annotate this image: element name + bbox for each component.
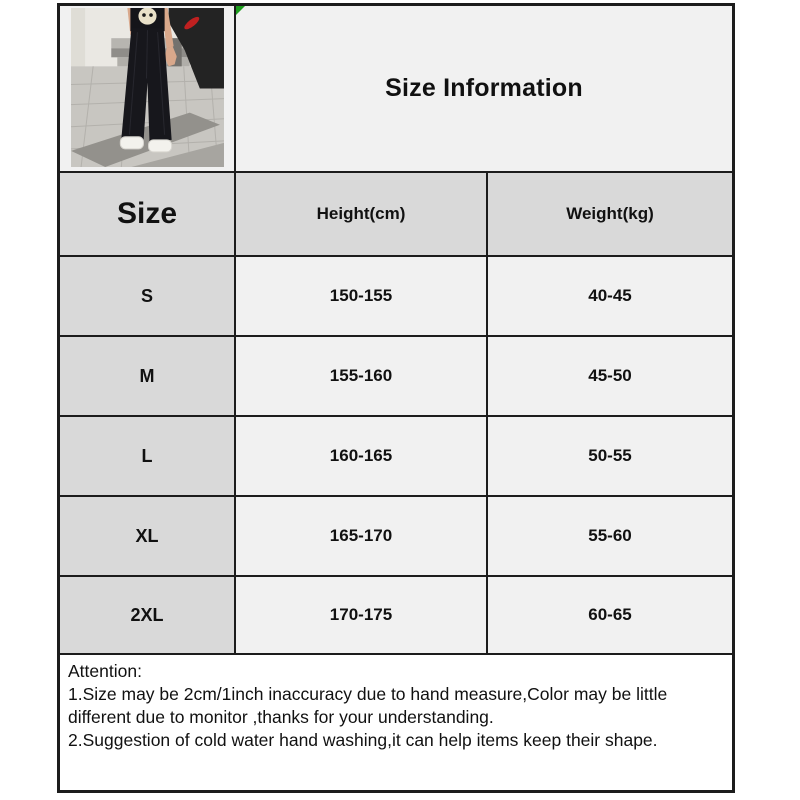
photo-right-shoe	[148, 140, 171, 152]
product-photo-cell	[59, 5, 235, 172]
height-value: 170-175	[329, 605, 393, 624]
table-row-height	[235, 576, 487, 654]
table-row-weight	[487, 256, 733, 336]
header-weight-label: Weight(kg)	[566, 204, 654, 223]
size-value: 2XL	[130, 604, 164, 625]
table-row-weight	[487, 496, 733, 576]
photo-left-shoe	[120, 137, 143, 149]
attention-heading: Attention:	[68, 661, 142, 681]
table-row-weight	[487, 336, 733, 416]
attention-item: 2.Suggestion of cold water hand washing,it can help items keep their shape.	[68, 730, 658, 750]
table-row-size	[59, 576, 235, 654]
table-row-size	[59, 256, 235, 336]
page-title: Size Information	[385, 74, 583, 102]
header-height-label: Height(cm)	[316, 204, 406, 223]
table-row-size	[59, 496, 235, 576]
header-size-label: Size	[116, 197, 178, 230]
table-row-weight	[487, 416, 733, 496]
title-cell	[235, 5, 733, 172]
size-value: S	[140, 285, 153, 306]
attention-item: 1.Size may be 2cm/1inch inaccuracy due to hand measure,Color may be little different due to monitor ,thanks for your understanding.	[68, 684, 668, 727]
weight-value: 55-60	[588, 526, 632, 545]
size-value: L	[141, 445, 153, 466]
table-row-height	[235, 256, 487, 336]
header-weight	[487, 172, 733, 256]
weight-value: 45-50	[588, 366, 632, 385]
header-size	[59, 172, 235, 256]
weight-value: 40-45	[588, 286, 632, 305]
table-row-weight	[487, 576, 733, 654]
height-value: 165-170	[329, 526, 393, 545]
header-height	[235, 172, 487, 256]
height-value: 160-165	[329, 446, 393, 465]
height-value: 155-160	[329, 366, 393, 385]
attention-note	[59, 654, 733, 791]
height-value: 150-155	[329, 286, 393, 305]
cell-corner-marker-icon	[236, 6, 245, 15]
table-row-height	[235, 336, 487, 416]
size-table	[57, 3, 735, 793]
table-row-size	[59, 416, 235, 496]
size-value: M	[139, 365, 155, 386]
weight-value: 50-55	[588, 446, 632, 465]
table-row-height	[235, 416, 487, 496]
photo-skull-print	[138, 8, 156, 25]
size-value: XL	[135, 525, 159, 546]
weight-value: 60-65	[588, 605, 632, 624]
table-row-height	[235, 496, 487, 576]
product-photo	[70, 8, 225, 167]
table-row-size	[59, 336, 235, 416]
photo-wall-shade	[71, 8, 85, 72]
